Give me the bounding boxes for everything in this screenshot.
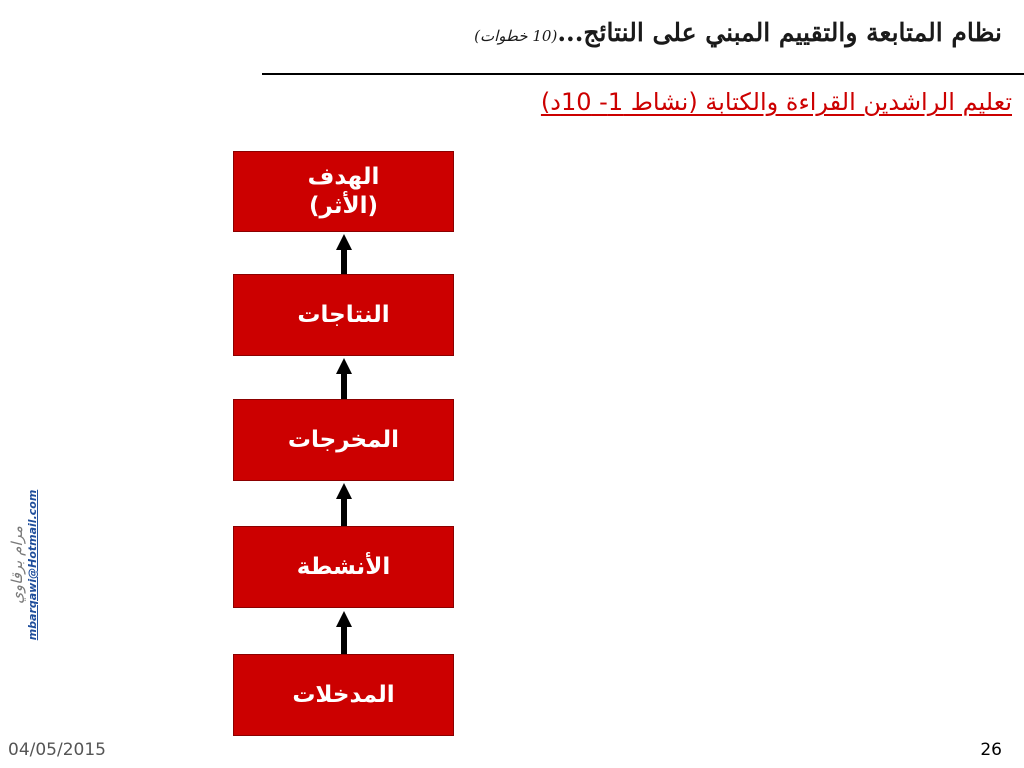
slide-title-main: نظام المتابعة والتقييم المبني على النتائج...: [557, 18, 1002, 47]
arrow-up-icon: [336, 483, 352, 526]
slide-subtitle: تعليم الراشدين القراءة والكتابة (نشاط 1- 10د): [540, 88, 1012, 116]
title-divider: [262, 73, 1024, 75]
flow-box-goal-label: الهدف: [307, 163, 380, 190]
flow-box-outputs: [233, 399, 454, 481]
arrow-up-icon: [336, 234, 352, 274]
author-email-link[interactable]: mbarqawi@Hotmail.com: [26, 489, 39, 641]
slide-title: [202, 18, 1002, 47]
flow-box-goal-sub: (الأثر): [309, 192, 378, 219]
flow-box-outcomes-label: النتاجات: [297, 301, 390, 328]
flow-box-inputs: [233, 654, 454, 736]
footer-date: 04/05/2015: [8, 740, 106, 760]
flow-box-goal: [233, 151, 454, 232]
author-name: مرام برقاوي: [8, 526, 26, 604]
arrow-up-icon: [336, 611, 352, 654]
author-sidebar: [8, 480, 60, 650]
page-number: 26: [980, 740, 1002, 760]
flow-box-inputs-label: المدخلات: [292, 681, 395, 708]
flow-box-activities: [233, 526, 454, 608]
flow-box-outcomes: [233, 274, 454, 356]
slide-title-note: (10 خطوات): [474, 27, 558, 45]
arrow-up-icon: [336, 358, 352, 399]
flow-box-outputs-label: المخرجات: [287, 426, 400, 453]
flow-box-activities-label: الأنشطة: [296, 553, 391, 580]
